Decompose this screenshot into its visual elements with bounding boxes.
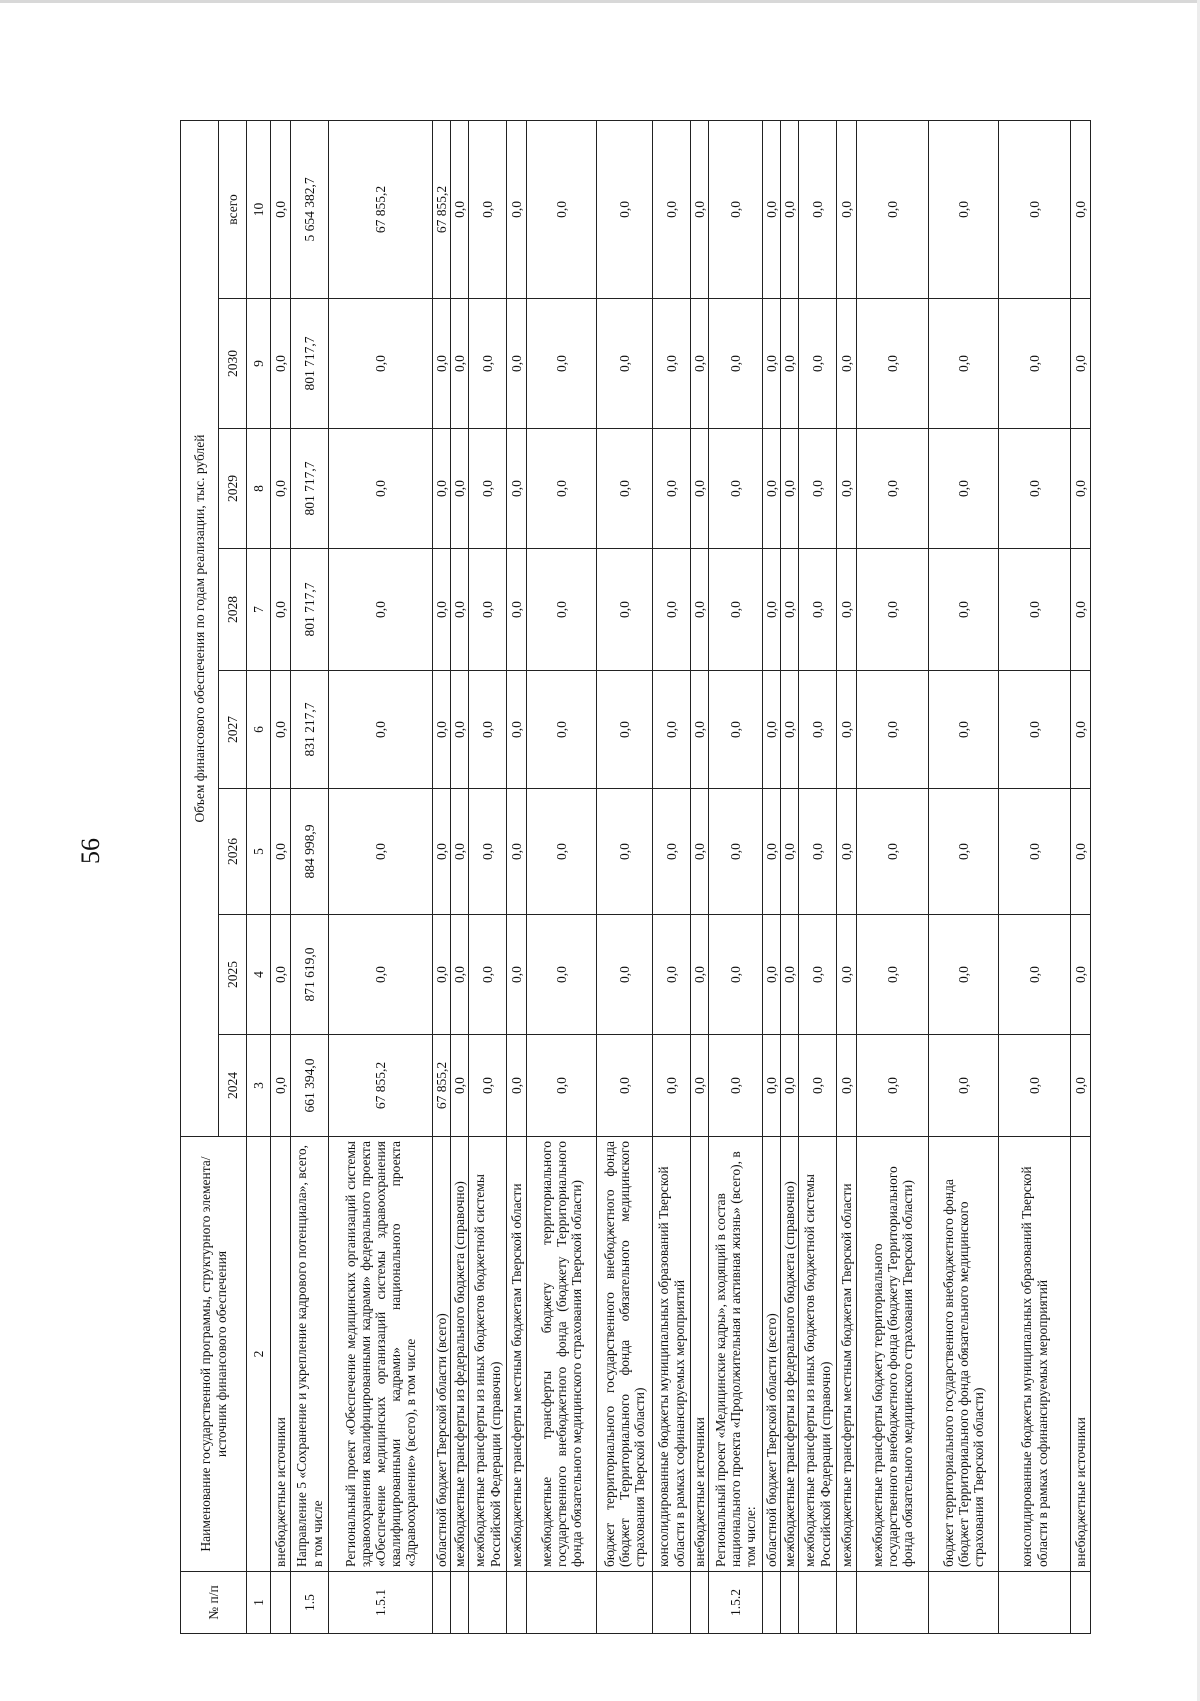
row-value: 0,0: [999, 789, 1071, 915]
row-num: [799, 1572, 837, 1634]
row-value: 0,0: [653, 915, 691, 1035]
row-value: 0,0: [857, 549, 929, 671]
row-value: 0,0: [709, 671, 763, 789]
row-value: 0,0: [329, 549, 433, 671]
row-value: 67 855,2: [329, 120, 433, 298]
row-num: [1071, 1572, 1091, 1634]
header-year: 2027: [219, 671, 247, 789]
index-cell: 5: [247, 789, 271, 915]
row-num: [433, 1572, 451, 1634]
row-value: 0,0: [929, 549, 999, 671]
row-value: 0,0: [781, 789, 799, 915]
row-value: 0,0: [1071, 789, 1091, 915]
header-year: 2030: [219, 299, 247, 429]
row-value: 0,0: [857, 120, 929, 298]
table-body: [271, 120, 1091, 1633]
row-value: 0,0: [527, 915, 597, 1035]
row-value: 0,0: [1071, 299, 1091, 429]
row-value: 0,0: [451, 120, 469, 298]
row-value: 0,0: [691, 120, 709, 298]
table-row: [837, 120, 857, 1633]
header-name: Наименование государственной программы, структурного элемента/источник финансового обеспечения: [181, 1137, 247, 1572]
row-value: 0,0: [781, 915, 799, 1035]
row-value: 0,0: [799, 671, 837, 789]
row-value: 0,0: [929, 120, 999, 298]
row-num: [999, 1572, 1071, 1634]
row-value: 0,0: [469, 671, 507, 789]
row-value: 0,0: [271, 299, 291, 429]
row-num: [837, 1572, 857, 1634]
row-num: [271, 1572, 291, 1634]
row-value: 0,0: [857, 299, 929, 429]
row-value: 0,0: [709, 789, 763, 915]
index-cell: 8: [247, 429, 271, 549]
row-value: 0,0: [763, 915, 781, 1035]
row-num: [451, 1572, 469, 1634]
row-num: [763, 1572, 781, 1634]
row-value: 0,0: [451, 671, 469, 789]
row-num: [857, 1572, 929, 1634]
row-name: межбюджетные трансферты из иных бюджетов бюджетной системы Российской Федерации (справочно): [799, 1137, 837, 1572]
row-value: 0,0: [597, 915, 653, 1035]
row-name: межбюджетные трансферты бюджету территориального государственного внебюджетного фонда (бюджету Территориального фонда обязательного медицинского страхования Тверской области): [527, 1137, 597, 1572]
row-name: внебюджетные источники: [691, 1137, 709, 1572]
row-value: 0,0: [527, 549, 597, 671]
row-num: 1.5: [291, 1572, 329, 1634]
row-value: 0,0: [1071, 120, 1091, 298]
table-row: [929, 120, 999, 1633]
row-value: 801 717,7: [291, 299, 329, 429]
row-name: внебюджетные источники: [1071, 1137, 1091, 1572]
row-value: 871 619,0: [291, 915, 329, 1035]
row-value: 0,0: [781, 1035, 799, 1137]
row-value: 0,0: [527, 789, 597, 915]
index-cell: 9: [247, 299, 271, 429]
row-value: 0,0: [857, 1035, 929, 1137]
row-value: 0,0: [433, 915, 451, 1035]
row-value: 0,0: [1071, 549, 1091, 671]
row-value: 0,0: [597, 671, 653, 789]
row-value: 0,0: [999, 1035, 1071, 1137]
row-value: 0,0: [527, 671, 597, 789]
row-value: 0,0: [691, 915, 709, 1035]
row-value: 0,0: [799, 789, 837, 915]
row-value: 0,0: [709, 549, 763, 671]
row-name: областной бюджет Тверской области (всего): [763, 1137, 781, 1572]
row-value: 0,0: [271, 549, 291, 671]
row-value: 0,0: [781, 429, 799, 549]
row-value: 0,0: [653, 671, 691, 789]
row-name: консолидированные бюджеты муниципальных образований Тверской области в рамках софинансируемых мероприятий: [999, 1137, 1071, 1572]
row-value: 0,0: [653, 429, 691, 549]
row-value: 0,0: [433, 789, 451, 915]
row-value: 0,0: [691, 299, 709, 429]
row-value: 0,0: [469, 120, 507, 298]
row-value: 0,0: [329, 429, 433, 549]
row-value: 0,0: [1071, 671, 1091, 789]
row-value: 0,0: [527, 299, 597, 429]
row-value: 0,0: [329, 915, 433, 1035]
row-value: 67 855,2: [433, 120, 451, 298]
row-value: 0,0: [929, 299, 999, 429]
row-num: [781, 1572, 799, 1634]
index-cell: 2: [247, 1137, 271, 1572]
row-value: 0,0: [507, 915, 527, 1035]
row-value: 0,0: [929, 789, 999, 915]
row-value: 0,0: [1071, 1035, 1091, 1137]
row-value: 0,0: [1071, 915, 1091, 1035]
row-value: 0,0: [799, 429, 837, 549]
row-name: межбюджетные трансферты из иных бюджетов бюджетной системы Российской Федерации (справочно): [469, 1137, 507, 1572]
row-value: 0,0: [763, 789, 781, 915]
row-value: 801 717,7: [291, 549, 329, 671]
index-cell: 3: [247, 1035, 271, 1137]
row-value: 0,0: [507, 549, 527, 671]
table-row: [781, 120, 799, 1633]
row-num: [507, 1572, 527, 1634]
table-row: [271, 120, 291, 1633]
table-row: [799, 120, 837, 1633]
row-value: 0,0: [799, 120, 837, 298]
row-value: 0,0: [799, 915, 837, 1035]
row-value: 0,0: [527, 429, 597, 549]
row-value: 0,0: [329, 299, 433, 429]
row-value: 0,0: [799, 549, 837, 671]
table-row: [1071, 120, 1091, 1633]
table-row: [999, 120, 1071, 1633]
row-value: 0,0: [271, 915, 291, 1035]
row-name: внебюджетные источники: [271, 1137, 291, 1572]
table-row: [507, 120, 527, 1633]
scan-edge: [0, 0, 1200, 3]
table-row: [653, 120, 691, 1633]
row-value: 0,0: [507, 671, 527, 789]
row-value: 0,0: [999, 429, 1071, 549]
row-value: 0,0: [507, 1035, 527, 1137]
row-value: 0,0: [857, 915, 929, 1035]
page-number: 56: [76, 838, 105, 864]
table-row: [691, 120, 709, 1633]
table-row: [857, 120, 929, 1633]
table-row: [709, 120, 763, 1633]
row-value: 0,0: [837, 915, 857, 1035]
table-row: [329, 120, 433, 1633]
row-value: 0,0: [709, 915, 763, 1035]
row-value: 0,0: [597, 1035, 653, 1137]
row-num: 1.5.1: [329, 1572, 433, 1634]
header-year: 2025: [219, 915, 247, 1035]
header-year: 2028: [219, 549, 247, 671]
row-value: 0,0: [763, 429, 781, 549]
row-value: 0,0: [507, 429, 527, 549]
row-value: 0,0: [837, 120, 857, 298]
row-value: 0,0: [929, 915, 999, 1035]
row-value: 0,0: [507, 299, 527, 429]
row-value: 0,0: [837, 549, 857, 671]
row-value: 67 855,2: [329, 1035, 433, 1137]
row-name: межбюджетные трансферты из федерального бюджета (справочно): [451, 1137, 469, 1572]
row-name: Региональный проект «Обеспечение медицинских организаций системы здравоохранения квалифицированными кадрами» федерального проекта «Обеспечение медицинских организаций системы здравоохранения квалифицированными кадрами» национального проекта «Здравоохранение» (всего), в том числе: [329, 1137, 433, 1572]
index-cell: 1: [247, 1572, 271, 1634]
header-year: 2029: [219, 429, 247, 549]
table-row: [527, 120, 597, 1633]
row-value: 0,0: [929, 1035, 999, 1137]
row-name: Направление 5 «Сохранение и укрепление кадрового потенциала», всего, в том числе: [291, 1137, 329, 1572]
row-value: 0,0: [857, 429, 929, 549]
table-row: [291, 120, 329, 1633]
row-value: 884 998,9: [291, 789, 329, 915]
row-value: 0,0: [709, 429, 763, 549]
row-value: 0,0: [691, 549, 709, 671]
row-value: 0,0: [653, 120, 691, 298]
row-value: 0,0: [451, 549, 469, 671]
row-value: 0,0: [507, 120, 527, 298]
row-value: 0,0: [597, 120, 653, 298]
row-name: межбюджетные трансферты местным бюджетам Тверской области: [507, 1137, 527, 1572]
row-value: 0,0: [709, 1035, 763, 1137]
index-cell: 7: [247, 549, 271, 671]
row-value: 0,0: [763, 120, 781, 298]
row-value: 0,0: [597, 429, 653, 549]
row-value: 0,0: [857, 671, 929, 789]
row-value: 0,0: [527, 120, 597, 298]
table-row: [763, 120, 781, 1633]
row-value: 0,0: [709, 120, 763, 298]
row-name: Региональный проект «Медицинские кадры», входящий в состав национального проекта «Продолжительная и активная жизнь» (всего), в том числе:: [709, 1137, 763, 1572]
row-value: 0,0: [999, 299, 1071, 429]
row-value: 0,0: [507, 789, 527, 915]
row-value: 0,0: [433, 549, 451, 671]
row-value: 0,0: [433, 299, 451, 429]
row-value: 801 717,7: [291, 429, 329, 549]
row-value: 0,0: [469, 429, 507, 549]
row-value: 67 855,2: [433, 1035, 451, 1137]
row-value: 0,0: [451, 915, 469, 1035]
row-name: областной бюджет Тверской области (всего): [433, 1137, 451, 1572]
row-value: 0,0: [799, 299, 837, 429]
row-name: межбюджетные трансферты местным бюджетам Тверской области: [837, 1137, 857, 1572]
row-value: 0,0: [763, 549, 781, 671]
row-value: 0,0: [999, 549, 1071, 671]
row-num: [929, 1572, 999, 1634]
row-name: консолидированные бюджеты муниципальных образований Тверской области в рамках софинансируемых мероприятий: [653, 1137, 691, 1572]
row-value: 0,0: [271, 789, 291, 915]
row-value: 0,0: [857, 789, 929, 915]
row-value: 0,0: [999, 120, 1071, 298]
row-value: 0,0: [469, 789, 507, 915]
row-value: 0,0: [433, 671, 451, 789]
row-value: 0,0: [597, 299, 653, 429]
row-value: 0,0: [929, 671, 999, 789]
row-value: 0,0: [837, 789, 857, 915]
row-value: 0,0: [469, 549, 507, 671]
row-value: 831 217,7: [291, 671, 329, 789]
row-name: бюджет территориального государственного внебюджетного фонда (бюджет Территориального фонда обязательного медицинского страхования Тверской области): [597, 1137, 653, 1572]
row-value: 0,0: [597, 549, 653, 671]
row-value: 0,0: [653, 1035, 691, 1137]
row-value: 0,0: [709, 299, 763, 429]
index-cell: 4: [247, 915, 271, 1035]
row-num: [469, 1572, 507, 1634]
row-value: 0,0: [781, 120, 799, 298]
row-name: бюджет территориального государственного внебюджетного фонда (бюджет Территориального фонда обязательного медицинского страхования Тверской области): [929, 1137, 999, 1572]
row-value: 0,0: [271, 120, 291, 298]
row-value: 0,0: [691, 789, 709, 915]
row-value: 0,0: [451, 789, 469, 915]
row-num: [691, 1572, 709, 1634]
row-value: 0,0: [271, 1035, 291, 1137]
row-value: 0,0: [763, 1035, 781, 1137]
row-value: 0,0: [653, 549, 691, 671]
row-value: 0,0: [451, 299, 469, 429]
row-value: 0,0: [781, 299, 799, 429]
row-name: межбюджетные трансферты из федерального бюджета (справочно): [781, 1137, 799, 1572]
row-value: 0,0: [329, 789, 433, 915]
row-value: 0,0: [799, 1035, 837, 1137]
rotated-table-frame: [180, 121, 1088, 1634]
row-num: [653, 1572, 691, 1634]
row-value: 0,0: [999, 671, 1071, 789]
row-name: межбюджетные трансферты бюджету территориального государственного внебюджетного фонда (бюджету Территориального фонда обязательного медицинского страхования Тверской области): [857, 1137, 929, 1572]
table-row: [469, 120, 507, 1633]
row-value: 0,0: [329, 671, 433, 789]
row-value: 0,0: [1071, 429, 1091, 549]
rotated-table-content: [180, 121, 1088, 1634]
table-row: [451, 120, 469, 1633]
row-value: 0,0: [781, 671, 799, 789]
index-cell: 10: [247, 120, 271, 298]
row-num: [527, 1572, 597, 1634]
row-value: 5 654 382,7: [291, 120, 329, 298]
row-value: 0,0: [271, 429, 291, 549]
row-value: 0,0: [433, 429, 451, 549]
row-value: 0,0: [597, 789, 653, 915]
index-cell: 6: [247, 671, 271, 789]
row-value: 0,0: [527, 1035, 597, 1137]
row-value: 0,0: [929, 429, 999, 549]
row-value: 0,0: [837, 299, 857, 429]
row-value: 0,0: [999, 915, 1071, 1035]
header-total: всего: [219, 120, 247, 298]
row-value: 0,0: [271, 671, 291, 789]
table-row: [597, 120, 653, 1633]
row-value: 0,0: [691, 429, 709, 549]
row-value: 0,0: [469, 299, 507, 429]
row-value: 0,0: [691, 1035, 709, 1137]
row-value: 0,0: [469, 915, 507, 1035]
row-value: 0,0: [469, 1035, 507, 1137]
row-value: 0,0: [451, 1035, 469, 1137]
row-num: [597, 1572, 653, 1634]
row-value: 0,0: [837, 429, 857, 549]
row-value: 0,0: [691, 671, 709, 789]
row-value: 0,0: [451, 429, 469, 549]
row-value: 0,0: [653, 789, 691, 915]
header-year: 2024: [219, 1035, 247, 1137]
row-value: 0,0: [837, 671, 857, 789]
row-value: 661 394,0: [291, 1035, 329, 1137]
row-value: 0,0: [653, 299, 691, 429]
header-num: № п/п: [181, 1572, 247, 1634]
header-group-title: Объем финансового обеспечения по годам реализации, тыс. рублей: [181, 120, 219, 1136]
row-value: 0,0: [763, 299, 781, 429]
row-value: 0,0: [763, 671, 781, 789]
row-value: 0,0: [837, 1035, 857, 1137]
funding-table: [180, 120, 1091, 1634]
header-year: 2026: [219, 789, 247, 915]
row-value: 0,0: [781, 549, 799, 671]
row-num: 1.5.2: [709, 1572, 763, 1634]
table-row: [433, 120, 451, 1633]
